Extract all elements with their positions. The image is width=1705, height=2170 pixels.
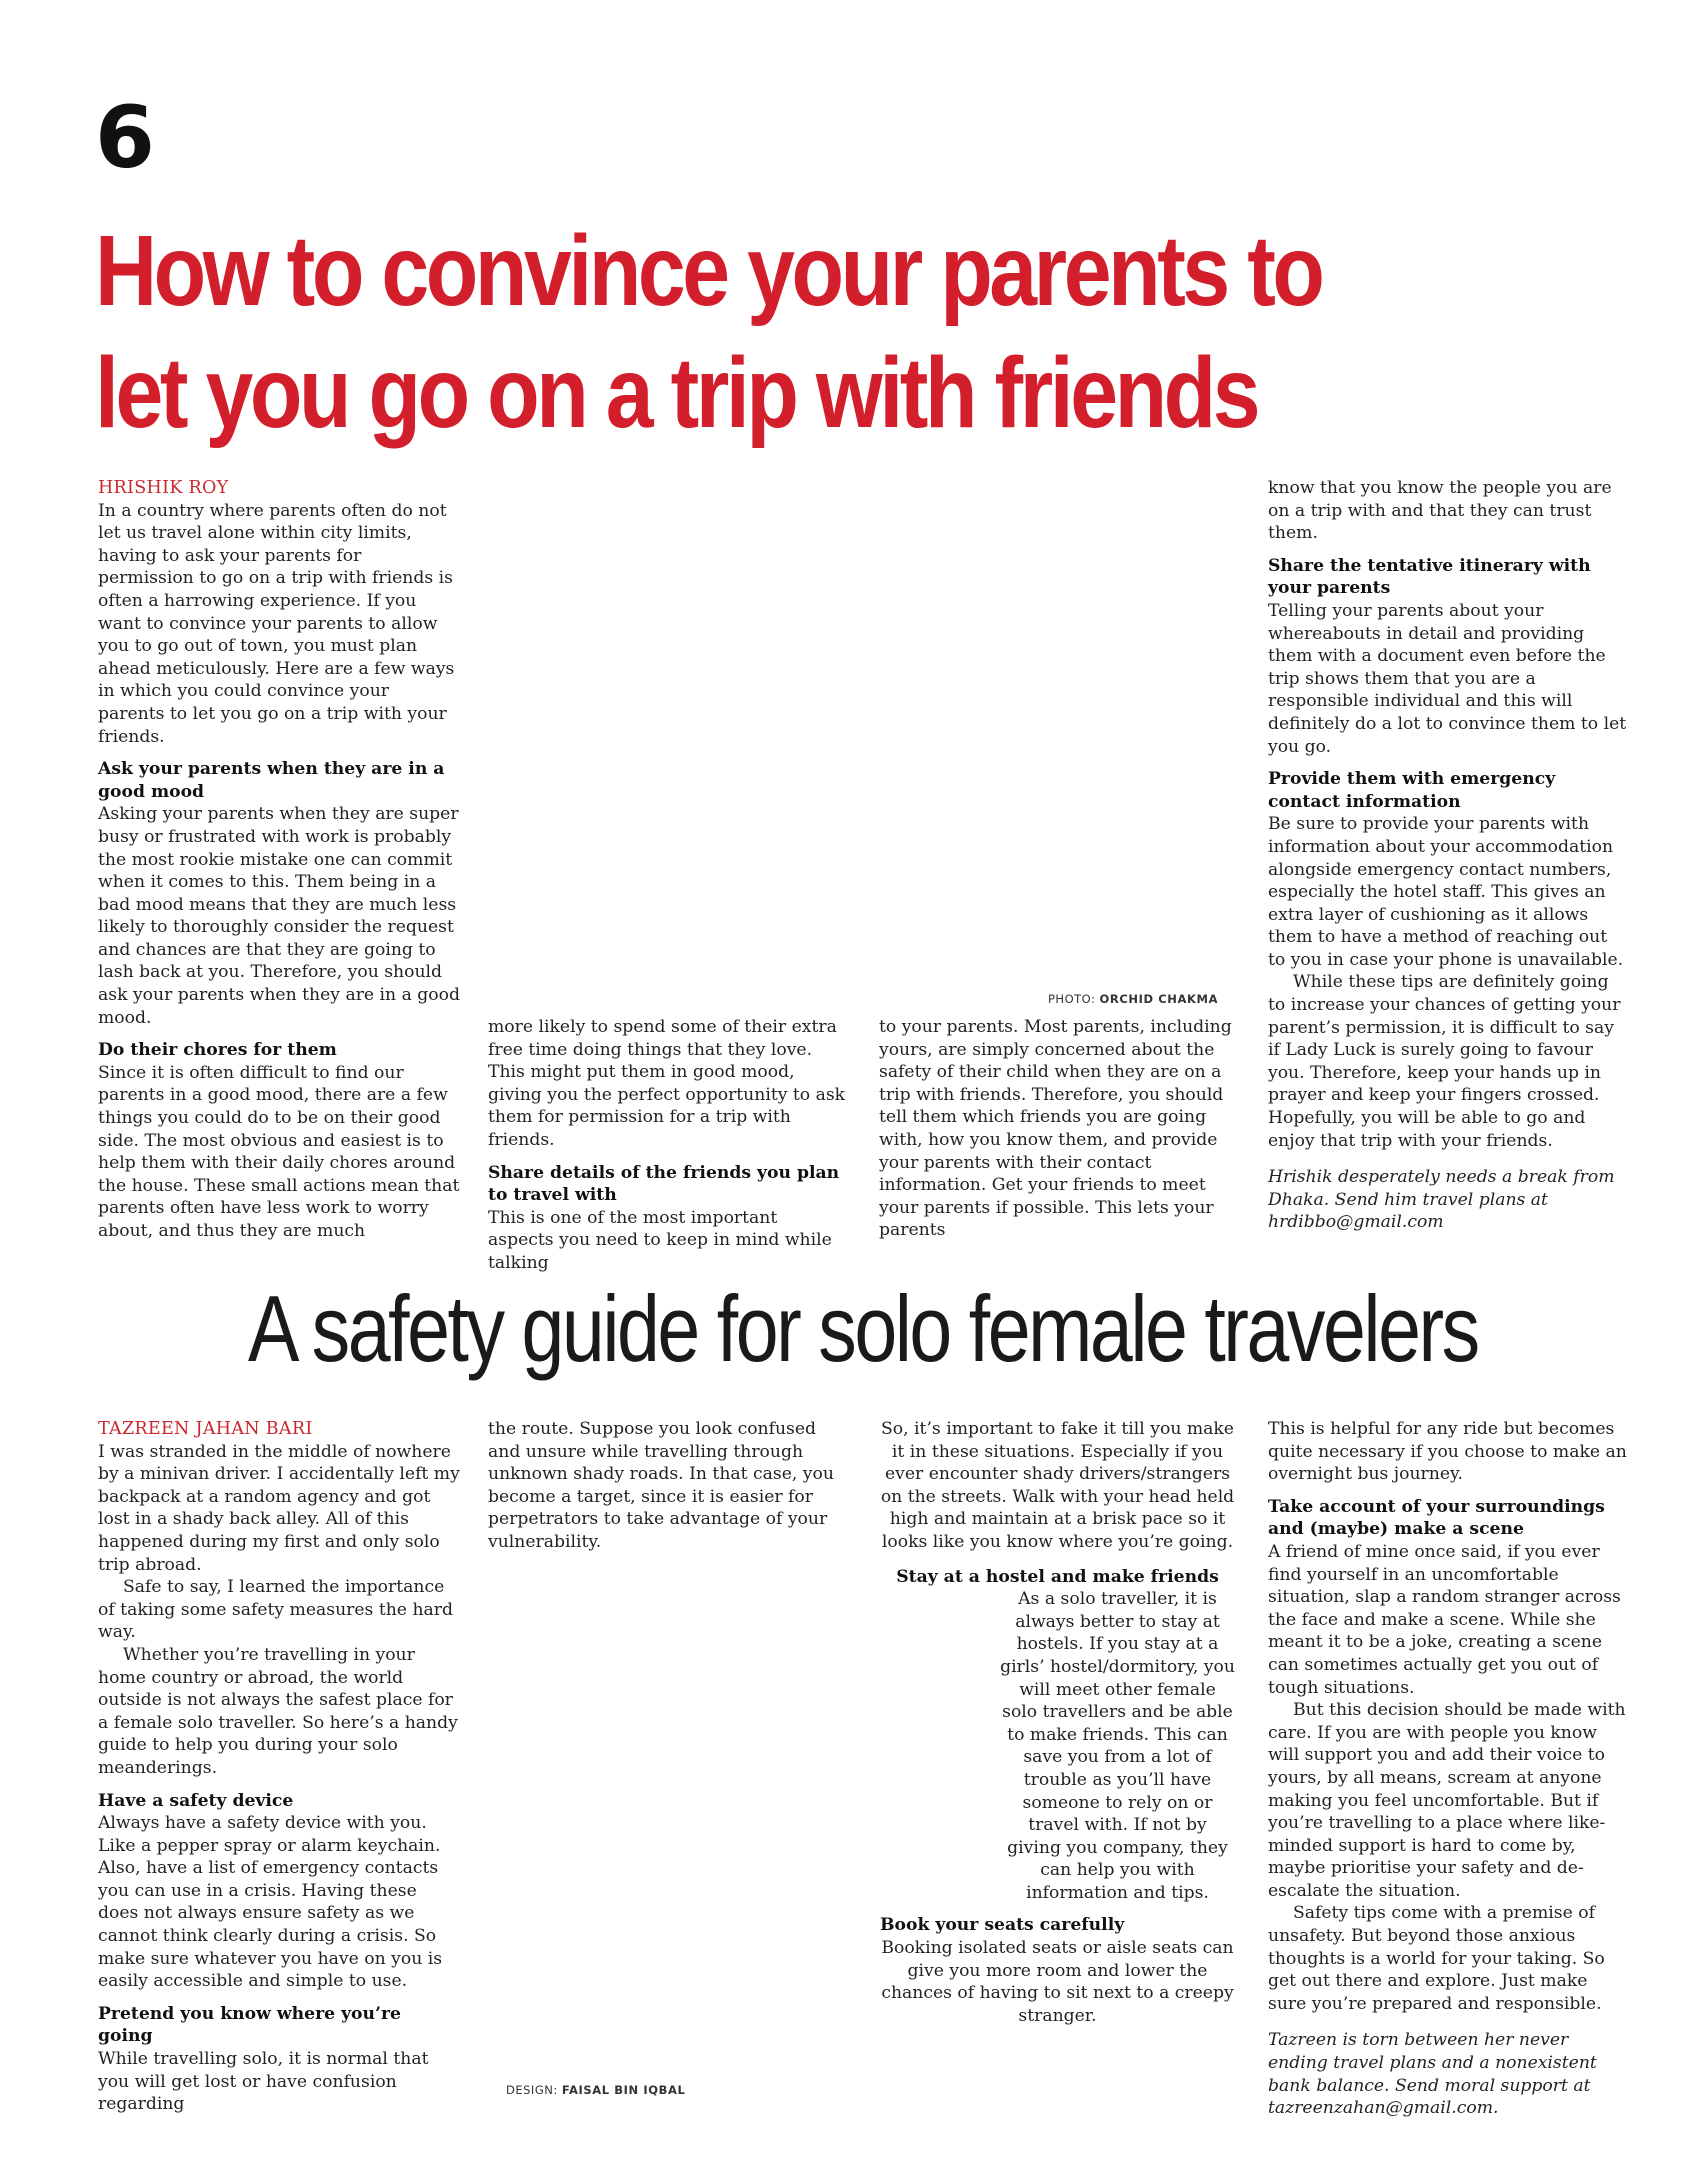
article1-paragraph: more likely to spend some of their extra free time doing things that they love. This might put them in good mood, giving you the perfect opportunity to ask them for permission for a trip with friends. <box>488 1017 846 1150</box>
article2-subhead-pretend: Pretend you know where you’re going <box>98 2003 401 2047</box>
article2-paragraph: As a solo traveller, it is always better to stay at hostels. If you stay at a girls’ hostel/dormitory, you will meet other female solo travellers and be able to make friends. This can save you from a lot of trouble as you’ll have someone to rely on or travel with. If not by giving you company, they can help you with information and tips. <box>1000 1589 1235 1903</box>
article1-paragraph: While these tips are definitely going to increase your chances of getting your parent’s permission, it is difficult to say if Lady Luck is surely going to favour you. Therefore, keep your hands up in prayer and keep your fingers crossed. Hopefully, you will be able to go and enjoy that trip with your friends. <box>1268 972 1621 1151</box>
article2-paragraph: But this decision should be made with care. If you are with people you know will support you and add their voice to yours, by all means, scream at anyone making you feel uncomfortable. But if you’re travelling to a place where like-minded support is hard to come by, maybe prioritise your safety and de-escalate the situation. <box>1268 1700 1626 1901</box>
article1-paragraph: to your parents. Most parents, including yours, are simply concerned about the safety of their child when they are on a trip with friends. Therefore, you should tell them which friends you are going with, how you know them, and provide your parents with their contact information. Get your friends to meet your parents if possible. This lets your parents <box>879 1017 1232 1241</box>
article2-paragraph: the route. Suppose you look confused and unsure while travelling through unknown shady roads. In that case, you become a target, since it is easier for perpetrators to take advantage of your vulnerability. <box>488 1419 834 1552</box>
article1-subhead-chores: Do their chores for them <box>98 1040 337 1061</box>
article2-headline: A safety guide for solo female travelers <box>248 1276 1478 1381</box>
article1-paragraph: Since it is often difficult to find our parents in a good mood, there are a few things you could do to be on their good side. The most obvious and easiest is to help them with their daily chores around the house. These small actions mean that parents often have less work to worry about, and thus they are much <box>98 1062 460 1241</box>
article1-paragraph: Telling your parents about your whereabouts in detail and providing them with a document even before the trip shows them that you are a responsible individual and this will definitely do a lot to convince them to let you go. <box>1268 600 1627 757</box>
article1-paragraph: This is one of the most important aspects you need to keep in mind while talking <box>488 1207 832 1273</box>
article2-paragraph: A friend of mine once said, if you ever find yourself in an uncomfortable situation, slap a random stranger across the face and make a scene. While she meant it to be a joke, creating a scene can sometimes actually get you out of tough situations. <box>1268 1541 1621 1698</box>
article2-paragraph: Whether you’re travelling in your home country or abroad, the world outside is not always the safest place for a female solo traveller. So here’s a handy guide to help you during your solo meanderings. <box>98 1644 458 1778</box>
article1-headline: How to convince your parents to let you go on a trip with friends <box>95 215 1322 449</box>
article2-paragraph: Safe to say, I learned the importance of taking some safety measures the hard way. <box>98 1577 453 1643</box>
article2-subhead-surroundings: Take account of your surroundings and (maybe) make a scene <box>1268 1496 1605 1540</box>
article1-column-2 <box>488 1016 848 1275</box>
article2-paragraph: Booking isolated seats or aisle seats can give you more room and lower the chances of having to sit next to a creepy stranger. <box>881 1938 1234 2026</box>
design-credit-name: FAISAL BIN IQBAL <box>561 2083 686 2097</box>
article2-paragraph: This is helpful for any ride but becomes quite necessary if you choose to make an overnight bus journey. <box>1268 1419 1627 1485</box>
article1-byline: HRISHIK ROY <box>98 478 229 498</box>
article2-subhead-hostel: Stay at a hostel and make friends <box>896 1566 1219 1587</box>
article1-column-4 <box>1268 477 1628 1234</box>
article1-column-3 <box>879 1016 1234 1242</box>
page-number: 6 <box>95 88 155 188</box>
article1-column-1 <box>98 477 460 1243</box>
article1-paragraph: Be sure to provide your parents with information about your accommodation alongside emergency contact numbers, especially the hotel staff. This gives an extra layer of cushioning as it allows them to have a method of reaching out to you in case your phone is unavailable. <box>1268 814 1624 970</box>
article1-subhead-friends: Share details of the friends you plan to travel with <box>488 1162 840 1206</box>
photo-credit-label: PHOTO: <box>1048 992 1096 1006</box>
article1-author-bio: Hrishik desperately needs a break from Dhaka. Send him travel plans at hrdibbo@gmail.com <box>1268 1167 1615 1233</box>
article2-paragraph: So, it’s important to fake it till you make it in these situations. Especially if you ever encounter shady drivers/strangers on the streets. Walk with your head held high and maintain at a brisk pace so it looks like you know where you’re going. <box>880 1419 1235 1552</box>
article1-subhead-good-mood: Ask your parents when they are in a good mood <box>98 759 445 802</box>
article2-paragraph: Safety tips come with a premise of unsafety. But beyond those anxious thoughts is a world for your taking. So get out there and explore. Just make sure you’re prepared and responsible. <box>1268 1903 1605 2014</box>
design-credit-label: DESIGN: <box>506 2083 558 2097</box>
article1-subhead-emergency: Provide them with emergency contact information <box>1268 769 1556 812</box>
article2-column-1 <box>98 1418 460 2116</box>
article2-subhead-safety-device: Have a safety device <box>98 1790 294 1811</box>
design-credit <box>506 2083 685 2097</box>
article1-intro: In a country where parents often do not let us travel alone within city limits, having to ask your parents for permission to go on a trip with friends is often a harrowing experience. If you want to convince your parents to allow you to go out of town, you must plan ahead meticulously. Here are a few ways in which you could convince your parents to let you go on a trip with your friends. <box>98 500 455 747</box>
article2-column-2 <box>488 1418 848 1554</box>
article1-paragraph: Asking your parents when they are super busy or frustrated with work is probably the most rookie mistake one can commit when it comes to this. Them being in a bad mood means that they are much less likely to thoroughly consider the request and chances are that they are going to lash back at you. Therefore, you should ask your parents when they are in a good mood. <box>98 804 460 1028</box>
article2-byline: TAZREEN JAHAN BARI <box>98 1419 313 1439</box>
photo-credit <box>1048 992 1218 1006</box>
article2-subhead-book-seats: Book your seats carefully <box>880 1915 1125 1936</box>
article1-paragraph: know that you know the people you are on a trip with and that they can trust them. <box>1268 478 1612 544</box>
article2-paragraph: While travelling solo, it is normal that you will get lost or have confusion regarding <box>98 2049 429 2115</box>
article2-column-3 <box>880 1418 1235 2027</box>
article2-column-4 <box>1268 1418 1628 2120</box>
article2-author-bio: Tazreen is torn between her never ending travel plans and a nonexistent bank balance. Send moral support at tazreenzahan@gmail.com. <box>1268 2030 1597 2119</box>
article1-subhead-itinerary: Share the tentative itinerary with your parents <box>1268 555 1591 599</box>
article2-paragraph: Always have a safety device with you. Like a pepper spray or alarm keychain. Also, have a list of emergency contacts you can use in a crisis. Having these does not always ensure safety as we cannot think clearly during a crisis. So make sure whatever you have on you is easily accessible and simple to use. <box>98 1813 443 1992</box>
photo-credit-name: ORCHID CHAKMA <box>1099 992 1219 1006</box>
article2-paragraph: I was stranded in the middle of nowhere by a minivan driver. I accidentally left my backpack at a random agency and got lost in a shady back alley. All of this happened during my first and only solo trip abroad. <box>98 1441 460 1575</box>
